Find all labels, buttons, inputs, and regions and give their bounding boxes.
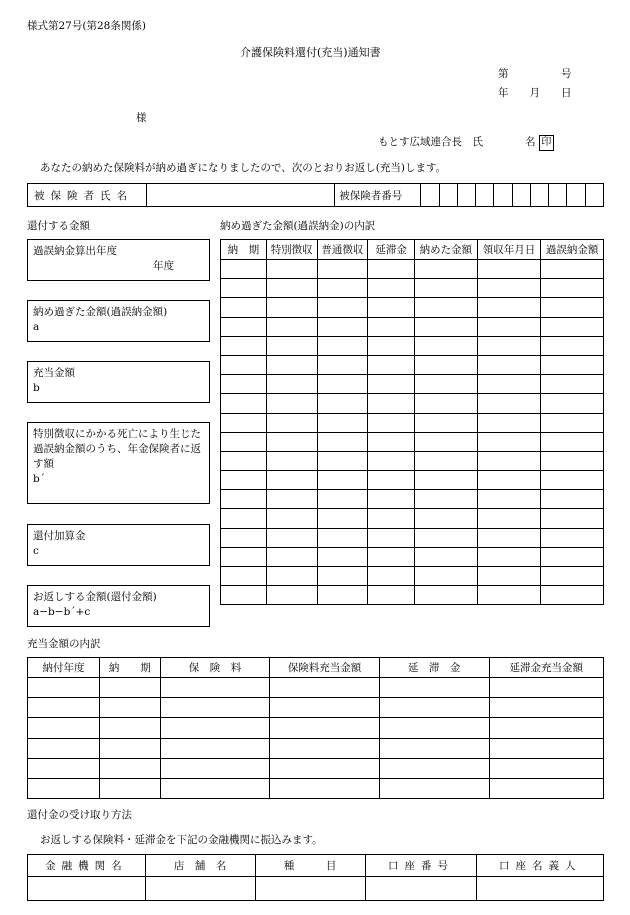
table-cell[interactable]: [477, 451, 541, 470]
issuer-line: [378, 134, 554, 151]
breakdown-col-header: 納 期: [221, 240, 267, 260]
table-cell[interactable]: [221, 394, 267, 413]
table-cell[interactable]: [541, 317, 604, 336]
table-cell[interactable]: [317, 317, 368, 336]
table-cell[interactable]: [221, 509, 267, 528]
table-cell[interactable]: [270, 738, 380, 758]
table-cell[interactable]: [100, 738, 161, 758]
table-cell[interactable]: [368, 547, 415, 566]
refund-box-additional[interactable]: [27, 524, 210, 566]
insured-name-label: 被保険者氏名: [28, 184, 147, 207]
insured-name-field[interactable]: [146, 184, 335, 207]
account-number-field[interactable]: [365, 877, 477, 901]
table-cell[interactable]: [541, 547, 604, 566]
insured-number-digit[interactable]: [567, 184, 585, 207]
table-cell[interactable]: [266, 298, 317, 317]
table-cell[interactable]: [317, 336, 368, 355]
branch-name-field[interactable]: [145, 877, 255, 901]
table-cell[interactable]: [415, 432, 478, 451]
insured-number-digit[interactable]: [494, 184, 512, 207]
breakdown-row: [221, 336, 604, 355]
bank-col-header: 口座番号: [365, 855, 477, 877]
refund-box-sub: c: [33, 545, 39, 557]
insured-number-digit[interactable]: [549, 184, 567, 207]
receipt-heading: 還付金の受け取り方法: [27, 809, 132, 821]
table-cell[interactable]: [379, 758, 489, 778]
table-cell[interactable]: [415, 547, 478, 566]
bank-col-header: 種 目: [255, 855, 365, 877]
table-cell[interactable]: [266, 432, 317, 451]
table-cell[interactable]: [541, 375, 604, 394]
form-number: 様式第27号(第28条関係): [27, 20, 146, 32]
table-cell[interactable]: [221, 471, 267, 490]
table-cell[interactable]: [368, 298, 415, 317]
document-title: 介護保険料還付(充当)通知書: [240, 46, 381, 59]
table-cell[interactable]: [368, 567, 415, 586]
table-cell[interactable]: [489, 678, 604, 698]
table-cell[interactable]: [221, 567, 267, 586]
table-cell[interactable]: [415, 317, 478, 336]
table-cell[interactable]: [541, 279, 604, 298]
table-cell[interactable]: [368, 432, 415, 451]
breakdown-col-header: 特別徴収: [266, 240, 317, 260]
insured-number-digit[interactable]: [439, 184, 457, 207]
table-cell[interactable]: [415, 260, 478, 279]
table-cell[interactable]: [266, 547, 317, 566]
account-holder-field[interactable]: [477, 877, 604, 901]
table-cell[interactable]: [368, 586, 415, 605]
table-cell[interactable]: [266, 355, 317, 374]
table-cell[interactable]: [160, 758, 270, 778]
table-cell[interactable]: [541, 298, 604, 317]
table-cell[interactable]: [221, 586, 267, 605]
table-cell[interactable]: [415, 528, 478, 547]
refund-box-year[interactable]: [27, 239, 210, 281]
table-cell[interactable]: [266, 413, 317, 432]
table-cell[interactable]: [489, 738, 604, 758]
breakdown-col-header: 過誤納金額: [541, 240, 604, 260]
table-cell[interactable]: [477, 317, 541, 336]
table-cell[interactable]: [266, 586, 317, 605]
table-cell[interactable]: [160, 718, 270, 738]
table-cell[interactable]: [160, 738, 270, 758]
table-cell[interactable]: [541, 586, 604, 605]
table-cell[interactable]: [221, 375, 267, 394]
allocation-row: [28, 758, 604, 778]
insured-table: [27, 183, 604, 207]
table-cell[interactable]: [477, 279, 541, 298]
refund-box-pension-return[interactable]: [27, 422, 210, 504]
table-cell[interactable]: [28, 678, 100, 698]
table-cell[interactable]: [489, 778, 604, 798]
refund-box-sub: a−b−b´+c: [33, 606, 91, 618]
document-number-label: 第 号: [498, 68, 572, 80]
table-cell[interactable]: [477, 260, 541, 279]
table-cell[interactable]: [317, 451, 368, 470]
breakdown-row: [221, 432, 604, 451]
allocation-row: [28, 738, 604, 758]
table-cell[interactable]: [266, 567, 317, 586]
refund-box-sub: 年度: [153, 260, 174, 272]
breakdown-row: [221, 375, 604, 394]
table-cell[interactable]: [317, 279, 368, 298]
table-cell[interactable]: [266, 336, 317, 355]
table-cell[interactable]: [477, 355, 541, 374]
table-cell[interactable]: [266, 375, 317, 394]
refund-box-sub: a: [33, 321, 40, 333]
table-cell[interactable]: [221, 528, 267, 547]
table-cell[interactable]: [477, 432, 541, 451]
table-cell[interactable]: [541, 490, 604, 509]
table-cell[interactable]: [160, 698, 270, 718]
table-cell[interactable]: [266, 490, 317, 509]
breakdown-col-header: 普通徴収: [317, 240, 368, 260]
breakdown-row: [221, 509, 604, 528]
table-cell[interactable]: [221, 490, 267, 509]
breakdown-col-header: 領収年月日: [477, 240, 541, 260]
table-cell[interactable]: [415, 451, 478, 470]
breakdown-row: [221, 567, 604, 586]
table-cell[interactable]: [317, 260, 368, 279]
table-cell[interactable]: [221, 336, 267, 355]
breakdown-row: [221, 490, 604, 509]
table-cell[interactable]: [368, 490, 415, 509]
refund-box-overpaid[interactable]: [27, 300, 210, 342]
table-cell[interactable]: [368, 279, 415, 298]
refund-box-label: 過誤納金算出年度: [33, 245, 117, 257]
table-cell[interactable]: [317, 490, 368, 509]
seal-mark: 印: [539, 135, 554, 151]
insured-number-digit[interactable]: [530, 184, 548, 207]
table-cell[interactable]: [415, 279, 478, 298]
allocation-col-header: 保 険 料: [160, 658, 270, 678]
table-cell[interactable]: [415, 586, 478, 605]
breakdown-table: [220, 239, 604, 605]
table-cell[interactable]: [541, 432, 604, 451]
table-cell[interactable]: [541, 413, 604, 432]
table-cell[interactable]: [160, 678, 270, 698]
table-cell[interactable]: [100, 698, 161, 718]
insured-number-digit[interactable]: [476, 184, 494, 207]
issuer-name: もとす広域連合長 氏 名: [378, 136, 536, 148]
table-cell[interactable]: [160, 778, 270, 798]
table-cell[interactable]: [221, 260, 267, 279]
table-cell[interactable]: [270, 718, 380, 738]
insured-number-digit[interactable]: [457, 184, 475, 207]
breakdown-row: [221, 471, 604, 490]
allocation-col-header: 納付年度: [28, 658, 100, 678]
breakdown-row: [221, 413, 604, 432]
allocation-heading: 充当金額の内訳: [27, 638, 101, 650]
table-cell[interactable]: [28, 778, 100, 798]
refund-box-label: お返しする金額(還付金額): [33, 591, 157, 603]
refund-box-label: 特別徴収にかかる死亡により生じた過誤納金額のうち、年金保険者に返す額: [33, 428, 201, 470]
table-cell[interactable]: [221, 413, 267, 432]
table-cell[interactable]: [221, 279, 267, 298]
table-cell[interactable]: [489, 698, 604, 718]
table-cell[interactable]: [221, 451, 267, 470]
table-cell[interactable]: [266, 471, 317, 490]
allocation-row: [28, 718, 604, 738]
table-cell[interactable]: [379, 678, 489, 698]
table-cell[interactable]: [477, 490, 541, 509]
table-cell[interactable]: [477, 509, 541, 528]
table-cell[interactable]: [477, 586, 541, 605]
table-cell[interactable]: [541, 355, 604, 374]
allocation-row: [28, 678, 604, 698]
table-cell[interactable]: [317, 413, 368, 432]
table-cell[interactable]: [477, 375, 541, 394]
table-cell[interactable]: [317, 509, 368, 528]
breakdown-row: [221, 451, 604, 470]
table-cell[interactable]: [266, 394, 317, 413]
table-cell[interactable]: [415, 567, 478, 586]
table-cell[interactable]: [379, 718, 489, 738]
allocation-col-header: 延 滞 金: [379, 658, 489, 678]
table-cell[interactable]: [477, 394, 541, 413]
table-cell[interactable]: [477, 336, 541, 355]
table-cell[interactable]: [221, 355, 267, 374]
bank-table: [27, 854, 604, 901]
table-cell[interactable]: [415, 394, 478, 413]
breakdown-row: [221, 298, 604, 317]
table-cell[interactable]: [379, 738, 489, 758]
table-cell[interactable]: [489, 718, 604, 738]
table-cell[interactable]: [100, 778, 161, 798]
table-cell[interactable]: [541, 528, 604, 547]
table-cell[interactable]: [317, 547, 368, 566]
table-cell[interactable]: [379, 698, 489, 718]
breakdown-row: [221, 528, 604, 547]
table-cell[interactable]: [541, 260, 604, 279]
table-cell[interactable]: [415, 471, 478, 490]
refund-box-label: 還付加算金: [33, 530, 86, 542]
table-cell[interactable]: [415, 375, 478, 394]
refund-box-label: 充当金額: [33, 367, 75, 379]
table-cell[interactable]: [477, 413, 541, 432]
insured-number-label: 被保険者番号: [335, 184, 421, 207]
table-cell[interactable]: [477, 471, 541, 490]
breakdown-col-header: 納めた金額: [415, 240, 478, 260]
table-cell[interactable]: [317, 567, 368, 586]
refund-box-allocated[interactable]: [27, 361, 210, 403]
table-cell[interactable]: [368, 317, 415, 336]
breakdown-row: [221, 394, 604, 413]
table-cell[interactable]: [415, 298, 478, 317]
table-cell[interactable]: [541, 394, 604, 413]
table-cell[interactable]: [317, 432, 368, 451]
bank-col-header: 店 舗 名: [145, 855, 255, 877]
receipt-note: お返しする保険料・延滞金を下記の金融機関に振込みます。: [40, 834, 323, 846]
bank-col-header: 金融機関名: [28, 855, 146, 877]
table-cell[interactable]: [270, 678, 380, 698]
insured-number-digit[interactable]: [512, 184, 530, 207]
breakdown-row: [221, 279, 604, 298]
breakdown-row: [221, 355, 604, 374]
table-cell[interactable]: [317, 528, 368, 547]
table-cell[interactable]: [317, 355, 368, 374]
table-cell[interactable]: [368, 451, 415, 470]
table-cell[interactable]: [415, 336, 478, 355]
breakdown-row: [221, 260, 604, 279]
table-cell[interactable]: [317, 586, 368, 605]
table-cell[interactable]: [368, 260, 415, 279]
table-cell[interactable]: [541, 567, 604, 586]
table-cell[interactable]: [28, 738, 100, 758]
breakdown-row: [221, 317, 604, 336]
refund-box-label: 納め過ぎた金額(過誤納金額): [33, 306, 168, 318]
table-cell[interactable]: [270, 758, 380, 778]
allocation-col-header: 延滞金充当金額: [489, 658, 604, 678]
table-cell[interactable]: [317, 298, 368, 317]
document-date-label: 年 月 日: [498, 87, 572, 99]
addressee-suffix: 様: [136, 112, 147, 124]
table-cell[interactable]: [368, 336, 415, 355]
allocation-table: [27, 657, 604, 799]
table-cell[interactable]: [28, 698, 100, 718]
insured-number-digit[interactable]: [421, 184, 439, 207]
table-cell[interactable]: [477, 567, 541, 586]
breakdown-row: [221, 586, 604, 605]
table-cell[interactable]: [368, 471, 415, 490]
table-cell[interactable]: [270, 698, 380, 718]
account-type-field[interactable]: [255, 877, 365, 901]
table-cell[interactable]: [368, 413, 415, 432]
breakdown-row: [221, 547, 604, 566]
table-cell[interactable]: [221, 547, 267, 566]
refund-box-total[interactable]: [27, 585, 210, 627]
table-cell[interactable]: [368, 355, 415, 374]
allocation-col-header: 納 期: [100, 658, 161, 678]
refund-box-sub: b´: [33, 473, 45, 485]
table-cell[interactable]: [415, 509, 478, 528]
table-cell[interactable]: [368, 509, 415, 528]
table-cell[interactable]: [368, 528, 415, 547]
table-cell[interactable]: [266, 528, 317, 547]
allocation-row: [28, 698, 604, 718]
table-cell[interactable]: [541, 336, 604, 355]
table-cell[interactable]: [28, 718, 100, 738]
table-cell[interactable]: [541, 471, 604, 490]
allocation-row: [28, 778, 604, 798]
breakdown-col-header: 延滞金: [368, 240, 415, 260]
table-cell[interactable]: [221, 317, 267, 336]
table-cell[interactable]: [379, 778, 489, 798]
table-cell[interactable]: [541, 451, 604, 470]
table-cell[interactable]: [266, 317, 317, 336]
table-cell[interactable]: [317, 471, 368, 490]
table-cell[interactable]: [477, 547, 541, 566]
bank-name-field[interactable]: [28, 877, 146, 901]
table-cell[interactable]: [100, 758, 161, 778]
table-cell[interactable]: [100, 718, 161, 738]
table-cell[interactable]: [368, 375, 415, 394]
table-cell[interactable]: [368, 394, 415, 413]
insured-number-digit[interactable]: [585, 184, 603, 207]
refund-heading: 還付する金額: [27, 220, 90, 232]
table-cell[interactable]: [477, 298, 541, 317]
table-cell[interactable]: [415, 355, 478, 374]
refund-box-sub: b: [33, 382, 40, 394]
table-cell[interactable]: [266, 279, 317, 298]
breakdown-heading: 納め過ぎた金額(過誤納金)の内訳: [220, 220, 376, 232]
table-cell[interactable]: [489, 758, 604, 778]
table-cell[interactable]: [541, 509, 604, 528]
table-cell[interactable]: [266, 509, 317, 528]
table-cell[interactable]: [317, 394, 368, 413]
table-cell[interactable]: [415, 490, 478, 509]
bank-col-header: 口座名義人: [477, 855, 604, 877]
table-cell[interactable]: [28, 758, 100, 778]
table-cell[interactable]: [477, 528, 541, 547]
table-cell[interactable]: [266, 451, 317, 470]
table-cell[interactable]: [266, 260, 317, 279]
intro-text: あなたの納めた保険料が納め過ぎになりましたので、次のとおりお返し(充当)します。: [40, 162, 447, 174]
table-cell[interactable]: [415, 413, 478, 432]
allocation-col-header: 保険料充当金額: [270, 658, 380, 678]
table-cell[interactable]: [221, 432, 267, 451]
table-cell[interactable]: [317, 375, 368, 394]
table-cell[interactable]: [221, 298, 267, 317]
table-cell[interactable]: [100, 678, 161, 698]
table-cell[interactable]: [270, 778, 380, 798]
